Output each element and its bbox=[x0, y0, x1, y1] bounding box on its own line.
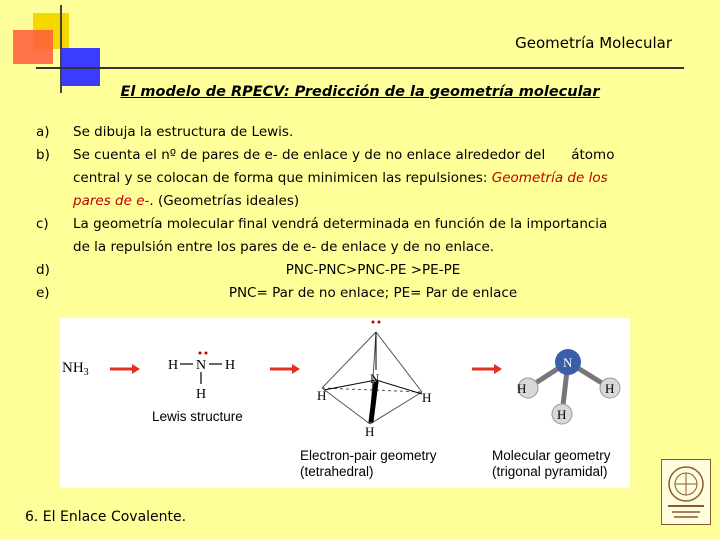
svg-text:H: H bbox=[517, 381, 527, 396]
list-letter bbox=[36, 167, 50, 190]
item-c-line1: La geometría molecular final vendrá determinada en función de la importancia bbox=[73, 216, 608, 232]
list-letter bbox=[36, 236, 50, 259]
list-letter: b) bbox=[36, 147, 50, 163]
lewis-structure bbox=[168, 352, 235, 403]
item-e-text: PNC= Par de no enlace; PE= Par de enlace bbox=[228, 285, 518, 301]
header-divider bbox=[36, 67, 684, 69]
molecular-geometry-sublabel: (trigonal pyramidal) bbox=[492, 464, 608, 479]
svg-text:N: N bbox=[563, 355, 573, 370]
highlight-text: pares de e- bbox=[73, 193, 150, 209]
decor-vertical-line bbox=[60, 5, 62, 93]
item-b-line3: pares de e-. (Geometrías ideales) bbox=[73, 193, 300, 209]
item-c-line2: de la repulsión entre los pares de e- de enlace y de no enlace. bbox=[73, 239, 495, 255]
decor-red-square bbox=[13, 30, 53, 64]
highlight-text: Geometría de los bbox=[491, 170, 608, 186]
electron-pair-sublabel: (tetrahedral) bbox=[300, 464, 374, 479]
list-letter: c) bbox=[36, 216, 49, 232]
item-b-line2: central y se colocan de forma que minimicen las repulsiones: Geometría de los bbox=[73, 170, 608, 186]
electron-pair-label: Electron-pair geometry bbox=[300, 448, 437, 463]
list-letter bbox=[36, 190, 50, 213]
svg-text:H: H bbox=[196, 387, 207, 402]
list-letter: d) bbox=[36, 262, 50, 278]
item-a-text: Se dibuja la estructura de Lewis. bbox=[73, 124, 294, 140]
lewis-label: Lewis structure bbox=[152, 409, 243, 424]
svg-text:H: H bbox=[317, 388, 327, 403]
trigonal-pyramidal-model bbox=[517, 349, 620, 424]
svg-text:H: H bbox=[557, 407, 567, 422]
university-logo bbox=[661, 459, 711, 525]
molecular-geometry-label: Molecular geometry bbox=[492, 448, 611, 463]
svg-text:H: H bbox=[168, 358, 179, 373]
slide-title: Geometría Molecular bbox=[515, 34, 672, 52]
slide-subtitle: El modelo de RPECV: Predicción de la geometría molecular bbox=[120, 84, 600, 100]
vsepr-figure bbox=[60, 318, 630, 488]
arrow-icon bbox=[110, 364, 140, 374]
list-letter: a) bbox=[36, 124, 50, 140]
footer-text: 6. El Enlace Covalente. bbox=[25, 509, 187, 525]
formula-label: $NH_3$ bbox=[62, 360, 89, 378]
svg-text:H: H bbox=[422, 390, 432, 405]
arrow-icon bbox=[270, 364, 300, 374]
svg-text:H: H bbox=[605, 381, 615, 396]
svg-text:N: N bbox=[370, 371, 380, 386]
item-b-line1: Se cuenta el nº de pares de e- de enlace y de no enlace alrededor del átomo bbox=[73, 147, 615, 163]
list-letters bbox=[36, 121, 50, 305]
list-letter: e) bbox=[36, 285, 50, 301]
item-d-text: PNC-PNC>PNC-PE >PE-PE bbox=[285, 262, 461, 278]
svg-text:H: H bbox=[365, 424, 375, 439]
arrow-icon bbox=[472, 364, 502, 374]
list-body bbox=[73, 121, 673, 305]
svg-text:N: N bbox=[196, 358, 207, 373]
svg-text:H: H bbox=[225, 358, 236, 373]
